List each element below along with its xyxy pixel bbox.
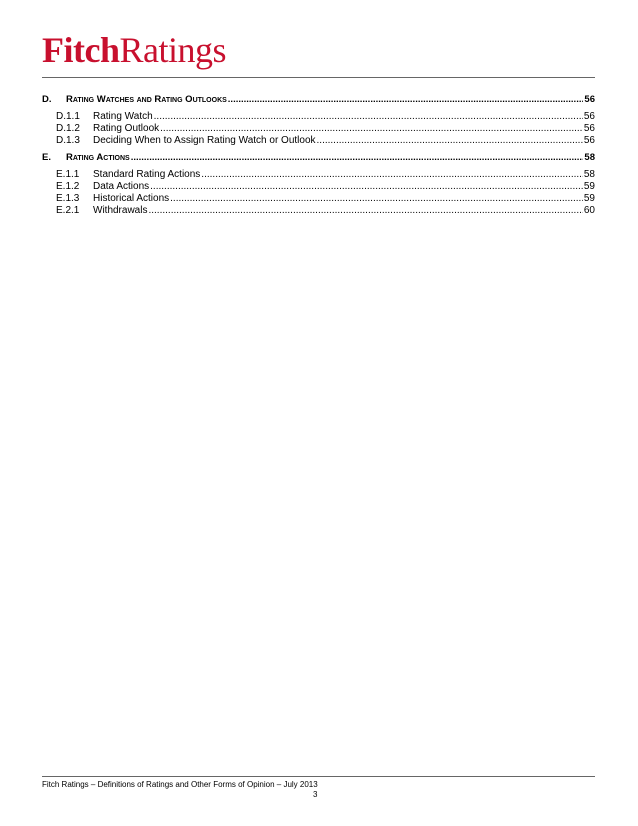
logo-fitch: Fitch	[42, 30, 120, 70]
item-title: Standard Rating Actions	[93, 169, 201, 180]
page-number: 3	[313, 790, 318, 799]
dot-leader	[228, 93, 584, 107]
toc-item-d-1-2[interactable]	[56, 123, 595, 135]
item-page: 60	[583, 205, 595, 216]
section-title: Rating Actions	[66, 152, 130, 163]
section-letter: D.	[42, 94, 52, 105]
toc-item-d-1-1[interactable]	[56, 111, 595, 123]
dot-leader	[154, 111, 583, 123]
footer-text: Fitch Ratings – Definitions of Ratings and Other Forms of Opinion – July 2013	[42, 780, 318, 789]
item-page: 56	[583, 123, 595, 134]
section-title: Rating Watches and Rating Outlooks	[66, 94, 227, 105]
logo-ratings: Ratings	[119, 30, 226, 70]
dot-leader	[148, 205, 582, 217]
item-title: Rating Outlook	[93, 123, 160, 134]
item-page: 56	[583, 135, 595, 146]
toc-item-d-1-3[interactable]	[56, 135, 595, 147]
item-title: Rating Watch	[93, 111, 153, 122]
item-title: Data Actions	[93, 181, 150, 192]
dot-leader	[201, 169, 583, 181]
item-title: Historical Actions	[93, 193, 170, 204]
section-page: 56	[584, 94, 595, 105]
item-page: 58	[583, 169, 595, 180]
item-number: E.1.2	[56, 181, 80, 192]
toc-item-e-1-1[interactable]	[56, 169, 595, 181]
dot-leader	[150, 181, 583, 193]
fitch-ratings-logo	[42, 30, 226, 70]
footer-divider	[42, 776, 595, 777]
item-number: E.1.1	[56, 169, 80, 180]
item-number: D.1.1	[56, 111, 80, 122]
item-title: Withdrawals	[93, 205, 148, 216]
item-number: D.1.3	[56, 135, 80, 146]
table-of-contents	[42, 93, 595, 221]
item-title: Deciding When to Assign Rating Watch or Outlook	[93, 135, 316, 146]
toc-subsection-list	[56, 165, 595, 221]
toc-section-e[interactable]	[42, 151, 595, 165]
dot-leader	[317, 135, 583, 147]
item-page: 59	[583, 181, 595, 192]
toc-item-e-1-3[interactable]	[56, 193, 595, 205]
toc-item-e-1-2[interactable]	[56, 181, 595, 193]
section-letter: E.	[42, 152, 51, 163]
item-number: E.1.3	[56, 193, 80, 204]
item-number: E.2.1	[56, 205, 80, 216]
toc-section-d[interactable]	[42, 93, 595, 107]
dot-leader	[131, 151, 584, 165]
toc-subsection-list	[56, 107, 595, 151]
section-page: 58	[584, 152, 595, 163]
dot-leader	[170, 193, 583, 205]
dot-leader	[160, 123, 583, 135]
item-page: 56	[583, 111, 595, 122]
header-divider	[42, 77, 595, 78]
item-number: D.1.2	[56, 123, 80, 134]
item-page: 59	[583, 193, 595, 204]
toc-item-e-2-1[interactable]	[56, 205, 595, 217]
